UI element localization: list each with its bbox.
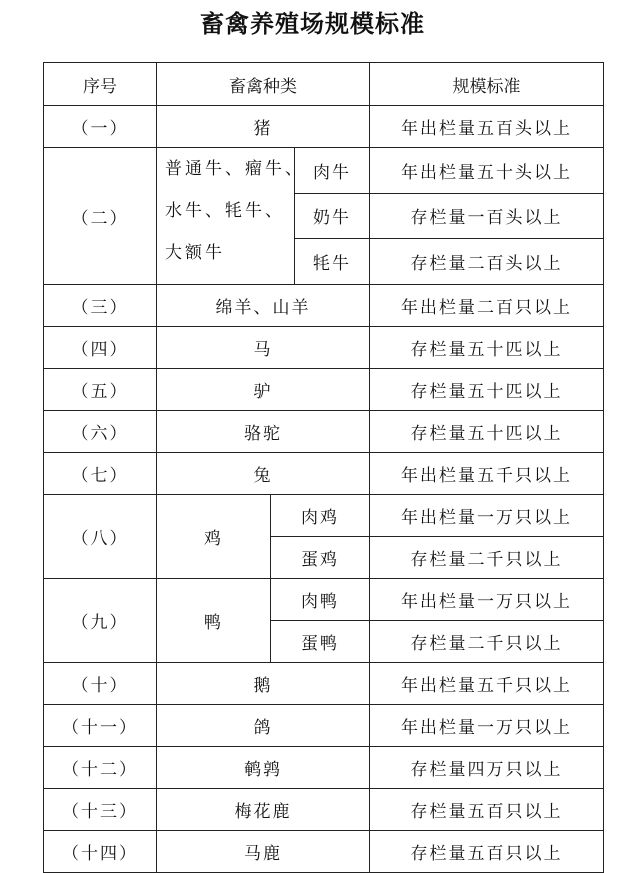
row-scale: 年出栏量一万只以上 — [370, 705, 604, 747]
row-species: 绵羊、山羊 — [157, 285, 370, 327]
row-index: （十） — [44, 663, 157, 705]
row-scale: 存栏量一百头以上 — [370, 193, 604, 239]
row-scale: 年出栏量五十头以上 — [370, 148, 604, 194]
row-scale: 存栏量四万只以上 — [370, 747, 604, 789]
table-row — [44, 663, 604, 705]
table-row — [44, 411, 604, 453]
row-subspecies: 牦牛 — [295, 239, 370, 285]
table-row — [44, 453, 604, 495]
header-species: 畜禽种类 — [157, 63, 370, 106]
row-scale: 年出栏量二百只以上 — [370, 285, 604, 327]
table-row — [44, 579, 604, 621]
cattle-group-line: 水牛、牦牛、 — [165, 201, 285, 221]
row-scale: 年出栏量五千只以上 — [370, 663, 604, 705]
livestock-scale-table — [43, 62, 604, 873]
row-species: 兔 — [157, 453, 370, 495]
row-species: 驴 — [157, 369, 370, 411]
table-row — [44, 495, 604, 537]
row-species: 骆驼 — [157, 411, 370, 453]
row-index: （一） — [44, 106, 157, 148]
row-species: 马鹿 — [157, 831, 370, 873]
row-scale: 存栏量二百头以上 — [370, 239, 604, 285]
row-subspecies: 肉鸡 — [271, 495, 370, 537]
row-scale: 年出栏量一万只以上 — [370, 579, 604, 621]
row-species: 梅花鹿 — [157, 789, 370, 831]
row-group: 鸭 — [157, 579, 271, 663]
row-scale: 存栏量五十匹以上 — [370, 411, 604, 453]
cattle-group-line: 普通牛、瘤牛、 — [165, 159, 305, 179]
row-index: （九） — [44, 579, 157, 663]
row-species: 马 — [157, 327, 370, 369]
row-species: 鸽 — [157, 705, 370, 747]
cattle-group-cell — [157, 148, 305, 285]
row-index: （八） — [44, 495, 157, 579]
row-index: （十二） — [44, 747, 157, 789]
row-index: （三） — [44, 285, 157, 327]
table-row — [44, 327, 604, 369]
table-row — [44, 106, 604, 148]
row-index: （二） — [44, 148, 157, 285]
row-species: 猪 — [157, 106, 370, 148]
table-row — [44, 747, 604, 789]
row-index: （四） — [44, 327, 157, 369]
row-index: （十三） — [44, 789, 157, 831]
row-scale: 存栏量二千只以上 — [370, 537, 604, 579]
row-scale: 年出栏量五百头以上 — [370, 106, 604, 148]
cattle-group-line: 大额牛 — [165, 243, 225, 263]
row-species: 鹅 — [157, 663, 370, 705]
row-subspecies: 肉鸭 — [271, 579, 370, 621]
row-index: （七） — [44, 453, 157, 495]
table-row — [44, 789, 604, 831]
table-row — [44, 705, 604, 747]
row-scale: 存栏量五百只以上 — [370, 789, 604, 831]
table-row — [44, 285, 604, 327]
row-group: 鸡 — [157, 495, 271, 579]
table-row — [44, 831, 604, 873]
row-scale: 年出栏量一万只以上 — [370, 495, 604, 537]
row-index: （十一） — [44, 705, 157, 747]
row-subspecies: 蛋鸭 — [271, 621, 370, 663]
row-scale: 年出栏量五千只以上 — [370, 453, 604, 495]
header-index: 序号 — [44, 63, 157, 106]
row-scale: 存栏量二千只以上 — [370, 621, 604, 663]
document-title: 畜禽养殖场规模标准 — [200, 10, 425, 38]
row-species: 鹌鹑 — [157, 747, 370, 789]
row-subspecies: 肉牛 — [295, 148, 370, 194]
row-subspecies: 蛋鸡 — [271, 537, 370, 579]
row-scale: 存栏量五十匹以上 — [370, 327, 604, 369]
row-index: （五） — [44, 369, 157, 411]
table-header-row — [44, 63, 604, 106]
row-index: （十四） — [44, 831, 157, 873]
row-subspecies: 奶牛 — [295, 193, 370, 239]
row-scale: 存栏量五百只以上 — [370, 831, 604, 873]
table-row — [44, 369, 604, 411]
row-index: （六） — [44, 411, 157, 453]
row-scale: 存栏量五十匹以上 — [370, 369, 604, 411]
table-row — [44, 148, 604, 194]
header-scale: 规模标准 — [370, 63, 604, 106]
